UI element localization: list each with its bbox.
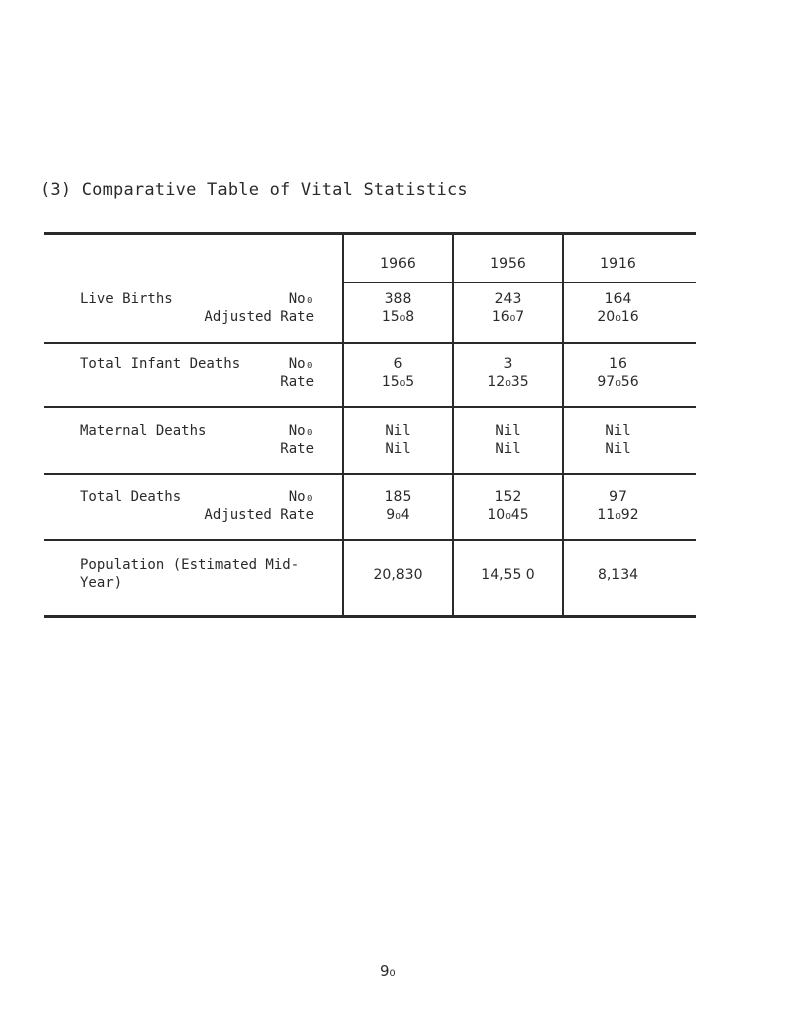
table-cell: 9₀4 bbox=[386, 507, 410, 523]
table-cell: 16 bbox=[609, 356, 627, 372]
table-cell: 6 bbox=[393, 356, 403, 372]
table-top-rule bbox=[44, 232, 696, 235]
table-cell: 10₀45 bbox=[487, 507, 529, 523]
header-rule bbox=[344, 282, 696, 283]
table-bottom-rule bbox=[44, 615, 696, 618]
table-cell: 12₀35 bbox=[487, 374, 529, 390]
row-label-maternal-deaths: Maternal Deaths bbox=[80, 423, 207, 439]
table-cell: 243 bbox=[494, 291, 522, 307]
vital-statistics-table bbox=[44, 232, 696, 622]
row-sublabel-no: No₀ bbox=[288, 423, 314, 439]
table-cell: 8,134 bbox=[597, 567, 639, 583]
table-cell: Nil bbox=[495, 441, 521, 457]
row-sublabel-no: No₀ bbox=[288, 356, 314, 372]
row-sublabel-no: No₀ bbox=[288, 291, 314, 307]
table-cell: Nil bbox=[385, 441, 411, 457]
column-header-1916: 1916 bbox=[600, 256, 636, 272]
table-cell: Nil bbox=[605, 423, 631, 439]
table-cell: 152 bbox=[494, 489, 522, 505]
table-cell: Nil bbox=[495, 423, 521, 439]
row-label-total-infant-deaths: Total Infant Deaths bbox=[80, 356, 241, 372]
table-cell: 3 bbox=[503, 356, 513, 372]
table-cell: 11₀92 bbox=[597, 507, 639, 523]
table-cell: 388 bbox=[384, 291, 412, 307]
table-cell: 97 bbox=[609, 489, 627, 505]
row-sublabel-rate: Rate bbox=[280, 441, 314, 457]
table-cell: 15₀5 bbox=[381, 374, 415, 390]
table-cell: Nil bbox=[385, 423, 411, 439]
table-cell: 97₀56 bbox=[597, 374, 639, 390]
table-cell: 185 bbox=[384, 489, 412, 505]
row-sublabel-adjusted-rate: Adjusted Rate bbox=[204, 309, 314, 325]
row-sublabel-rate: Rate bbox=[280, 374, 314, 390]
row-label-total-deaths: Total Deaths bbox=[80, 489, 182, 505]
table-cell: 16₀7 bbox=[491, 309, 525, 325]
row-label-population-line2: Year) bbox=[80, 575, 123, 591]
row-label-live-births: Live Births bbox=[80, 291, 173, 307]
column-header-1966: 1966 bbox=[380, 256, 416, 272]
page-number: 9₀ bbox=[380, 962, 396, 980]
table-cell: 15₀8 bbox=[381, 309, 415, 325]
row-rule-2 bbox=[44, 406, 696, 408]
table-cell: 20,830 bbox=[373, 567, 423, 583]
table-cell: 164 bbox=[604, 291, 632, 307]
column-header-1956: 1956 bbox=[490, 256, 526, 272]
row-sublabel-adjusted-rate: Adjusted Rate bbox=[204, 507, 314, 523]
table-cell: 14,55 0 bbox=[481, 567, 535, 583]
row-sublabel-no: No₀ bbox=[288, 489, 314, 505]
row-rule-4 bbox=[44, 539, 696, 541]
table-cell: 20₀16 bbox=[597, 309, 639, 325]
row-label-population-line1: Population (Estimated Mid- bbox=[80, 557, 300, 573]
row-rule-1 bbox=[44, 342, 696, 344]
row-rule-3 bbox=[44, 473, 696, 475]
section-heading: (3) Comparative Table of Vital Statistics bbox=[40, 180, 468, 200]
table-cell: Nil bbox=[605, 441, 631, 457]
